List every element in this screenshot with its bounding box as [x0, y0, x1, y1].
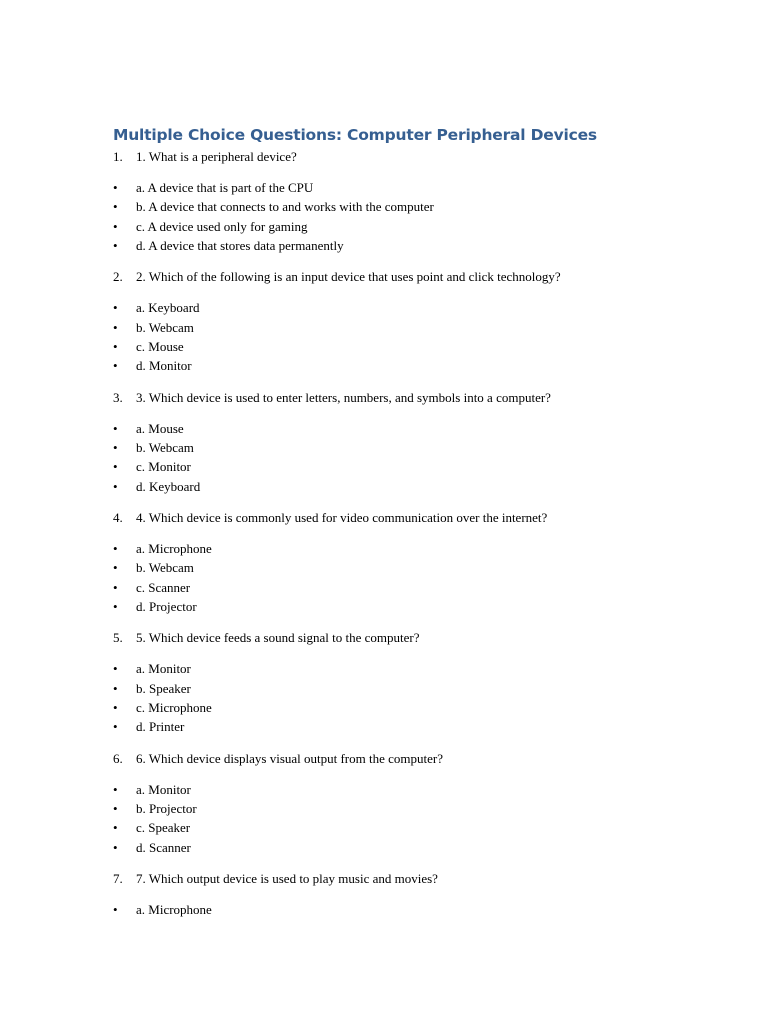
question-list — [113, 147, 673, 919]
option-item — [113, 780, 673, 799]
option-label: b. Speaker — [136, 680, 191, 696]
option-item — [113, 438, 673, 457]
bullet-icon: • — [113, 719, 118, 735]
question-block — [113, 267, 673, 375]
option-list — [113, 178, 673, 255]
option-label: a. Monitor — [136, 781, 191, 797]
option-label: d. Printer — [136, 719, 185, 735]
bullet-icon: • — [113, 439, 118, 455]
bullet-icon: • — [113, 218, 118, 234]
question-label: 5. Which device feeds a sound signal to the computer? — [136, 630, 420, 646]
option-label: a. Microphone — [136, 540, 212, 556]
question-text — [113, 267, 673, 286]
option-item — [113, 679, 673, 698]
question-number: 5. — [113, 630, 123, 646]
question-label: 2. Which of the following is an input device that uses point and click technology? — [136, 269, 561, 285]
bullet-icon: • — [113, 338, 118, 354]
option-item — [113, 558, 673, 577]
bullet-icon: • — [113, 699, 118, 715]
option-label: a. A device that is part of the CPU — [136, 180, 314, 195]
question-block — [113, 628, 673, 736]
option-label: a. Monitor — [136, 661, 191, 677]
option-item — [113, 236, 673, 255]
option-item — [113, 659, 673, 678]
bullet-icon: • — [113, 560, 118, 576]
question-block — [113, 749, 673, 857]
question-label: 4. Which device is commonly used for video communication over the internet? — [136, 509, 548, 525]
option-label: a. Microphone — [136, 901, 212, 917]
option-label: d. Keyboard — [136, 478, 201, 494]
option-item — [113, 197, 673, 216]
option-label: d. Monitor — [136, 358, 192, 374]
question-label: 3. Which device is used to enter letters, numbers, and symbols into a computer? — [136, 389, 551, 405]
option-item — [113, 717, 673, 736]
question-block — [113, 508, 673, 616]
option-item — [113, 578, 673, 597]
bullet-icon: • — [113, 237, 118, 253]
bullet-icon: • — [113, 540, 118, 556]
question-block — [113, 869, 673, 919]
option-item — [113, 298, 673, 317]
question-label: 1. What is a peripheral device? — [136, 149, 297, 164]
bullet-icon: • — [113, 800, 118, 816]
option-item — [113, 597, 673, 616]
option-item — [113, 337, 673, 356]
option-item — [113, 217, 673, 236]
option-item — [113, 900, 673, 919]
question-number: 4. — [113, 509, 123, 525]
option-label: c. Monitor — [136, 459, 191, 475]
option-list — [113, 659, 673, 736]
question-text — [113, 869, 673, 888]
option-item — [113, 698, 673, 717]
question-number: 2. — [113, 269, 123, 285]
option-label: d. A device that stores data permanently — [136, 237, 344, 253]
option-label: c. Scanner — [136, 579, 191, 595]
bullet-icon: • — [113, 661, 118, 677]
question-number: 1. — [113, 149, 123, 164]
document-page — [113, 124, 673, 919]
question-block — [113, 147, 673, 255]
question-label: 7. Which output device is used to play music and movies? — [136, 870, 438, 886]
option-list — [113, 780, 673, 857]
bullet-icon: • — [113, 478, 118, 494]
option-item — [113, 356, 673, 375]
option-item — [113, 318, 673, 337]
option-label: c. Mouse — [136, 338, 184, 354]
option-item — [113, 818, 673, 837]
question-number: 6. — [113, 750, 123, 766]
option-item — [113, 178, 673, 197]
option-item — [113, 539, 673, 558]
option-label: b. A device that connects to and works with the computer — [136, 199, 434, 215]
question-number: 7. — [113, 870, 123, 886]
bullet-icon: • — [113, 180, 118, 195]
bullet-icon: • — [113, 579, 118, 595]
question-text — [113, 628, 673, 647]
bullet-icon: • — [113, 420, 118, 436]
option-label: b. Projector — [136, 800, 197, 816]
bullet-icon: • — [113, 319, 118, 335]
option-list — [113, 900, 673, 919]
option-label: c. A device used only for gaming — [136, 218, 308, 234]
option-label: b. Webcam — [136, 439, 194, 455]
bullet-icon: • — [113, 358, 118, 374]
option-item — [113, 419, 673, 438]
question-block — [113, 388, 673, 496]
option-item — [113, 799, 673, 818]
option-item — [113, 477, 673, 496]
question-text — [113, 388, 673, 407]
bullet-icon: • — [113, 300, 118, 316]
option-item — [113, 838, 673, 857]
bullet-icon: • — [113, 901, 118, 917]
bullet-icon: • — [113, 199, 118, 215]
option-item — [113, 457, 673, 476]
option-label: d. Scanner — [136, 839, 191, 855]
question-text — [113, 508, 673, 527]
option-label: c. Speaker — [136, 820, 191, 836]
option-label: c. Microphone — [136, 699, 212, 715]
question-number: 3. — [113, 389, 123, 405]
bullet-icon: • — [113, 839, 118, 855]
bullet-icon: • — [113, 598, 118, 614]
bullet-icon: • — [113, 820, 118, 836]
option-label: b. Webcam — [136, 319, 194, 335]
option-label: a. Mouse — [136, 420, 184, 436]
document-title: Multiple Choice Questions: Computer Peripheral Devices — [113, 126, 597, 144]
bullet-icon: • — [113, 781, 118, 797]
bullet-icon: • — [113, 680, 118, 696]
option-label: a. Keyboard — [136, 300, 200, 316]
bullet-icon: • — [113, 459, 118, 475]
option-label: b. Webcam — [136, 560, 194, 576]
question-text — [113, 749, 673, 768]
option-list — [113, 539, 673, 616]
question-text — [113, 147, 673, 166]
question-label: 6. Which device displays visual output from the computer? — [136, 750, 443, 766]
option-label: d. Projector — [136, 598, 197, 614]
option-list — [113, 419, 673, 496]
option-list — [113, 298, 673, 375]
